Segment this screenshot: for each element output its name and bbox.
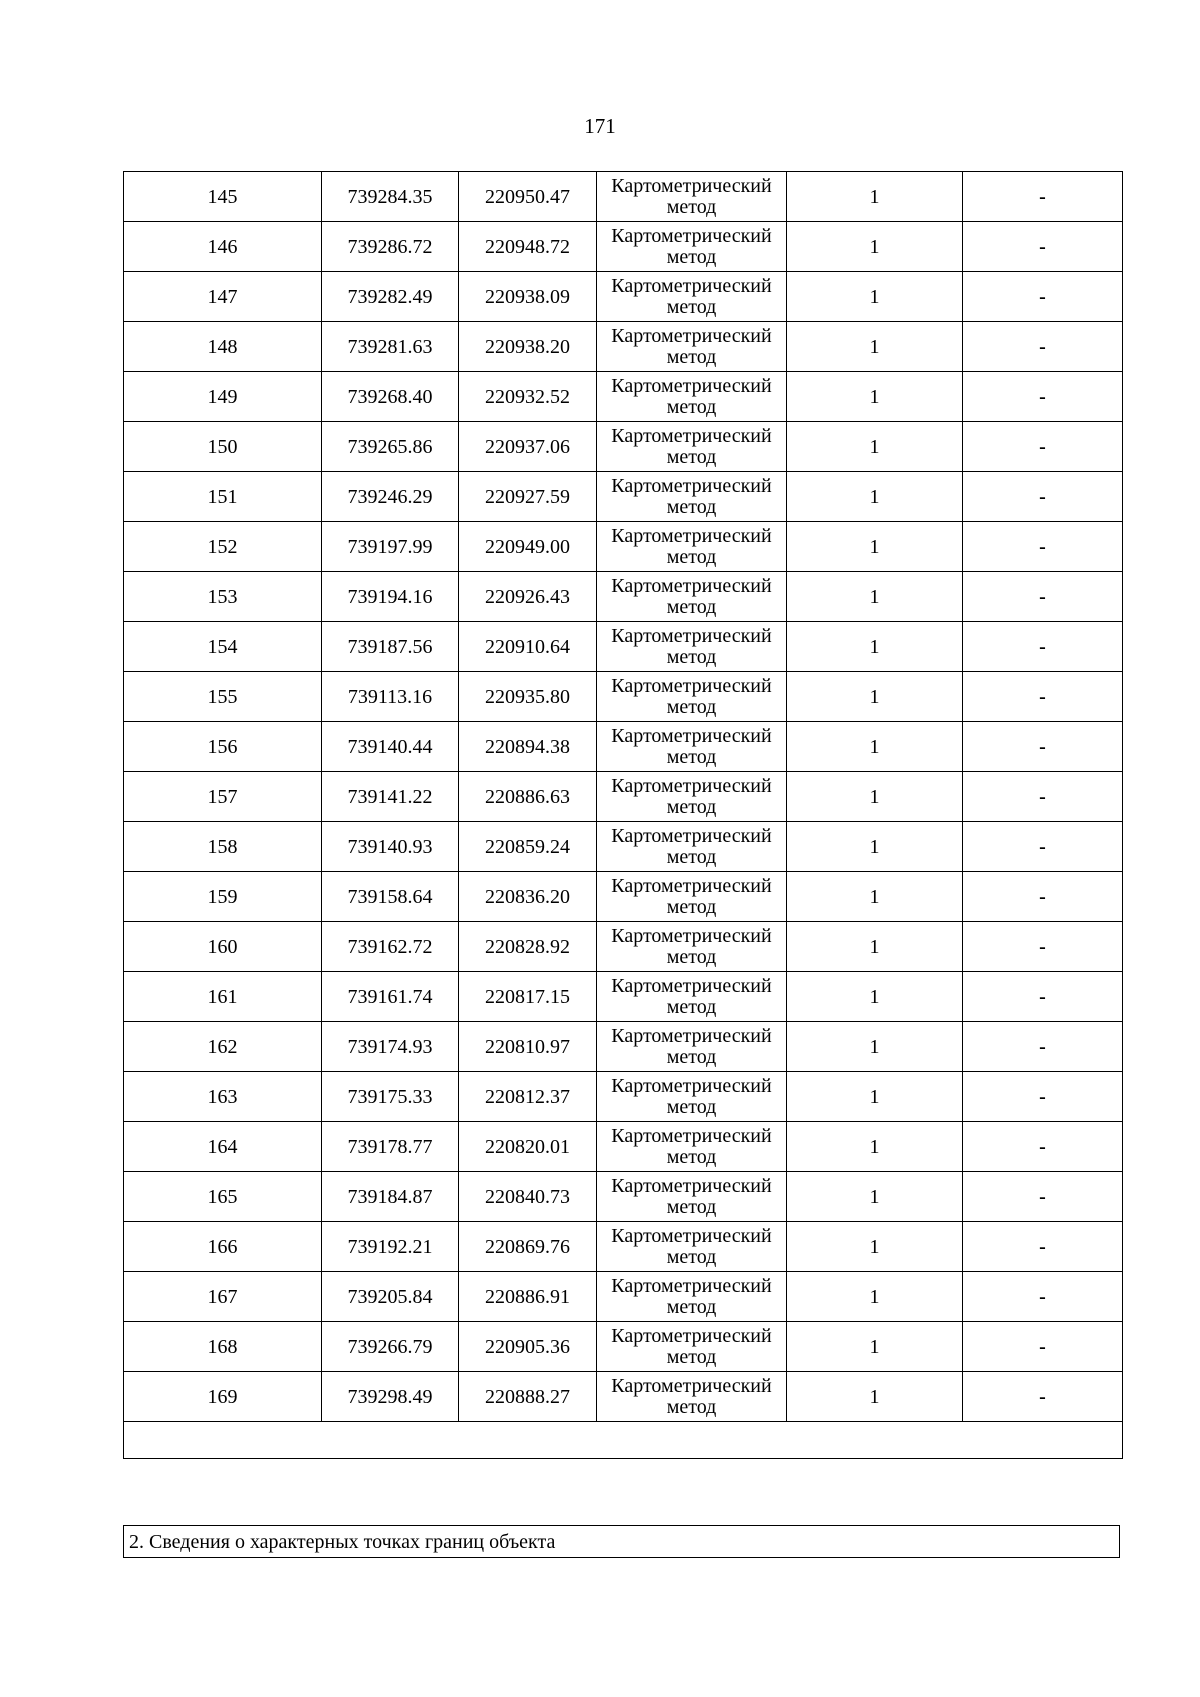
y-coordinate-cell: 220820.01 — [459, 1122, 597, 1172]
method-cell: Картометрический метод — [597, 422, 787, 472]
note-cell: - — [963, 1272, 1123, 1322]
y-coordinate-cell: 220888.27 — [459, 1372, 597, 1422]
x-coordinate-cell: 739113.16 — [322, 672, 459, 722]
note-cell: - — [963, 1122, 1123, 1172]
coordinates-table-body — [124, 172, 1123, 1459]
note-cell: - — [963, 272, 1123, 322]
y-coordinate-cell: 220886.63 — [459, 772, 597, 822]
point-number-cell: 155 — [124, 672, 322, 722]
table-row — [124, 372, 1123, 422]
empty-table-cell — [124, 1422, 1123, 1459]
accuracy-cell: 1 — [787, 722, 963, 772]
method-cell: Картометрический метод — [597, 1272, 787, 1322]
accuracy-cell: 1 — [787, 372, 963, 422]
x-coordinate-cell: 739281.63 — [322, 322, 459, 372]
y-coordinate-cell: 220926.43 — [459, 572, 597, 622]
method-cell: Картометрический метод — [597, 822, 787, 872]
method-cell: Картометрический метод — [597, 622, 787, 672]
accuracy-cell: 1 — [787, 1172, 963, 1222]
table-row — [124, 572, 1123, 622]
method-cell: Картометрический метод — [597, 522, 787, 572]
point-number-cell: 150 — [124, 422, 322, 472]
y-coordinate-cell: 220817.15 — [459, 972, 597, 1022]
y-coordinate-cell: 220886.91 — [459, 1272, 597, 1322]
note-cell: - — [963, 572, 1123, 622]
x-coordinate-cell: 739298.49 — [322, 1372, 459, 1422]
x-coordinate-cell: 739192.21 — [322, 1222, 459, 1272]
note-cell: - — [963, 322, 1123, 372]
accuracy-cell: 1 — [787, 522, 963, 572]
accuracy-cell: 1 — [787, 672, 963, 722]
y-coordinate-cell: 220840.73 — [459, 1172, 597, 1222]
table-row — [124, 972, 1123, 1022]
accuracy-cell: 1 — [787, 1372, 963, 1422]
y-coordinate-cell: 220859.24 — [459, 822, 597, 872]
x-coordinate-cell: 739140.44 — [322, 722, 459, 772]
point-number-cell: 152 — [124, 522, 322, 572]
point-number-cell: 147 — [124, 272, 322, 322]
coordinates-table — [123, 171, 1123, 1459]
note-cell: - — [963, 522, 1123, 572]
point-number-cell: 151 — [124, 472, 322, 522]
y-coordinate-cell: 220828.92 — [459, 922, 597, 972]
note-cell: - — [963, 1322, 1123, 1372]
accuracy-cell: 1 — [787, 1322, 963, 1372]
method-cell: Картометрический метод — [597, 572, 787, 622]
method-cell: Картометрический метод — [597, 772, 787, 822]
method-cell: Картометрический метод — [597, 322, 787, 372]
point-number-cell: 158 — [124, 822, 322, 872]
note-cell: - — [963, 972, 1123, 1022]
table-row — [124, 172, 1123, 222]
point-number-cell: 149 — [124, 372, 322, 422]
table-row — [124, 722, 1123, 772]
x-coordinate-cell: 739194.16 — [322, 572, 459, 622]
point-number-cell: 154 — [124, 622, 322, 672]
method-cell: Картометрический метод — [597, 1022, 787, 1072]
table-row — [124, 772, 1123, 822]
method-cell: Картометрический метод — [597, 1072, 787, 1122]
accuracy-cell: 1 — [787, 1022, 963, 1072]
note-cell: - — [963, 672, 1123, 722]
x-coordinate-cell: 739178.77 — [322, 1122, 459, 1172]
method-cell: Картометрический метод — [597, 672, 787, 722]
point-number-cell: 165 — [124, 1172, 322, 1222]
accuracy-cell: 1 — [787, 322, 963, 372]
note-cell: - — [963, 872, 1123, 922]
table-row — [124, 1072, 1123, 1122]
section-heading: 2. Сведения о характерных точках границ объекта — [123, 1525, 1120, 1558]
method-cell: Картометрический метод — [597, 1322, 787, 1372]
point-number-cell: 161 — [124, 972, 322, 1022]
note-cell: - — [963, 422, 1123, 472]
point-number-cell: 146 — [124, 222, 322, 272]
y-coordinate-cell: 220927.59 — [459, 472, 597, 522]
x-coordinate-cell: 739265.86 — [322, 422, 459, 472]
point-number-cell: 153 — [124, 572, 322, 622]
method-cell: Картометрический метод — [597, 472, 787, 522]
method-cell: Картометрический метод — [597, 272, 787, 322]
method-cell: Картометрический метод — [597, 872, 787, 922]
note-cell: - — [963, 1072, 1123, 1122]
method-cell: Картометрический метод — [597, 372, 787, 422]
x-coordinate-cell: 739184.87 — [322, 1172, 459, 1222]
point-number-cell: 145 — [124, 172, 322, 222]
x-coordinate-cell: 739141.22 — [322, 772, 459, 822]
point-number-cell: 148 — [124, 322, 322, 372]
point-number-cell: 157 — [124, 772, 322, 822]
method-cell: Картометрический метод — [597, 1172, 787, 1222]
point-number-cell: 159 — [124, 872, 322, 922]
table-row — [124, 272, 1123, 322]
x-coordinate-cell: 739140.93 — [322, 822, 459, 872]
x-coordinate-cell: 739161.74 — [322, 972, 459, 1022]
x-coordinate-cell: 739266.79 — [322, 1322, 459, 1372]
accuracy-cell: 1 — [787, 772, 963, 822]
y-coordinate-cell: 220910.64 — [459, 622, 597, 672]
accuracy-cell: 1 — [787, 272, 963, 322]
y-coordinate-cell: 220948.72 — [459, 222, 597, 272]
y-coordinate-cell: 220894.38 — [459, 722, 597, 772]
table-row — [124, 1372, 1123, 1422]
accuracy-cell: 1 — [787, 972, 963, 1022]
x-coordinate-cell: 739286.72 — [322, 222, 459, 272]
y-coordinate-cell: 220935.80 — [459, 672, 597, 722]
empty-table-row — [124, 1422, 1123, 1459]
point-number-cell: 163 — [124, 1072, 322, 1122]
table-row — [124, 822, 1123, 872]
accuracy-cell: 1 — [787, 222, 963, 272]
x-coordinate-cell: 739284.35 — [322, 172, 459, 222]
table-row — [124, 422, 1123, 472]
y-coordinate-cell: 220932.52 — [459, 372, 597, 422]
x-coordinate-cell: 739268.40 — [322, 372, 459, 422]
y-coordinate-cell: 220869.76 — [459, 1222, 597, 1272]
accuracy-cell: 1 — [787, 622, 963, 672]
point-number-cell: 168 — [124, 1322, 322, 1372]
y-coordinate-cell: 220938.09 — [459, 272, 597, 322]
note-cell: - — [963, 222, 1123, 272]
y-coordinate-cell: 220812.37 — [459, 1072, 597, 1122]
method-cell: Картометрический метод — [597, 922, 787, 972]
method-cell: Картометрический метод — [597, 172, 787, 222]
accuracy-cell: 1 — [787, 1222, 963, 1272]
table-row — [124, 1022, 1123, 1072]
table-row — [124, 622, 1123, 672]
y-coordinate-cell: 220938.20 — [459, 322, 597, 372]
note-cell: - — [963, 1022, 1123, 1072]
method-cell: Картометрический метод — [597, 972, 787, 1022]
note-cell: - — [963, 472, 1123, 522]
accuracy-cell: 1 — [787, 822, 963, 872]
x-coordinate-cell: 739246.29 — [322, 472, 459, 522]
note-cell: - — [963, 1222, 1123, 1272]
accuracy-cell: 1 — [787, 922, 963, 972]
point-number-cell: 169 — [124, 1372, 322, 1422]
table-row — [124, 672, 1123, 722]
x-coordinate-cell: 739174.93 — [322, 1022, 459, 1072]
x-coordinate-cell: 739158.64 — [322, 872, 459, 922]
note-cell: - — [963, 172, 1123, 222]
table-row — [124, 1322, 1123, 1372]
table-row — [124, 522, 1123, 572]
table-row — [124, 322, 1123, 372]
x-coordinate-cell: 739197.99 — [322, 522, 459, 572]
table-row — [124, 1222, 1123, 1272]
table-row — [124, 1172, 1123, 1222]
accuracy-cell: 1 — [787, 1122, 963, 1172]
y-coordinate-cell: 220810.97 — [459, 1022, 597, 1072]
note-cell: - — [963, 722, 1123, 772]
x-coordinate-cell: 739282.49 — [322, 272, 459, 322]
accuracy-cell: 1 — [787, 572, 963, 622]
accuracy-cell: 1 — [787, 472, 963, 522]
y-coordinate-cell: 220949.00 — [459, 522, 597, 572]
x-coordinate-cell: 739205.84 — [322, 1272, 459, 1322]
y-coordinate-cell: 220905.36 — [459, 1322, 597, 1372]
y-coordinate-cell: 220950.47 — [459, 172, 597, 222]
method-cell: Картометрический метод — [597, 1222, 787, 1272]
method-cell: Картометрический метод — [597, 222, 787, 272]
method-cell: Картометрический метод — [597, 1122, 787, 1172]
point-number-cell: 166 — [124, 1222, 322, 1272]
accuracy-cell: 1 — [787, 172, 963, 222]
method-cell: Картометрический метод — [597, 1372, 787, 1422]
accuracy-cell: 1 — [787, 872, 963, 922]
note-cell: - — [963, 1172, 1123, 1222]
point-number-cell: 167 — [124, 1272, 322, 1322]
method-cell: Картометрический метод — [597, 722, 787, 772]
accuracy-cell: 1 — [787, 1272, 963, 1322]
accuracy-cell: 1 — [787, 422, 963, 472]
point-number-cell: 160 — [124, 922, 322, 972]
point-number-cell: 162 — [124, 1022, 322, 1072]
table-row — [124, 1272, 1123, 1322]
accuracy-cell: 1 — [787, 1072, 963, 1122]
x-coordinate-cell: 739162.72 — [322, 922, 459, 972]
point-number-cell: 156 — [124, 722, 322, 772]
note-cell: - — [963, 372, 1123, 422]
point-number-cell: 164 — [124, 1122, 322, 1172]
note-cell: - — [963, 622, 1123, 672]
note-cell: - — [963, 822, 1123, 872]
note-cell: - — [963, 922, 1123, 972]
table-row — [124, 472, 1123, 522]
table-row — [124, 1122, 1123, 1172]
y-coordinate-cell: 220937.06 — [459, 422, 597, 472]
note-cell: - — [963, 772, 1123, 822]
table-row — [124, 922, 1123, 972]
y-coordinate-cell: 220836.20 — [459, 872, 597, 922]
x-coordinate-cell: 739187.56 — [322, 622, 459, 672]
table-row — [124, 872, 1123, 922]
page-number: 171 — [584, 114, 616, 138]
table-row — [124, 222, 1123, 272]
note-cell: - — [963, 1372, 1123, 1422]
x-coordinate-cell: 739175.33 — [322, 1072, 459, 1122]
